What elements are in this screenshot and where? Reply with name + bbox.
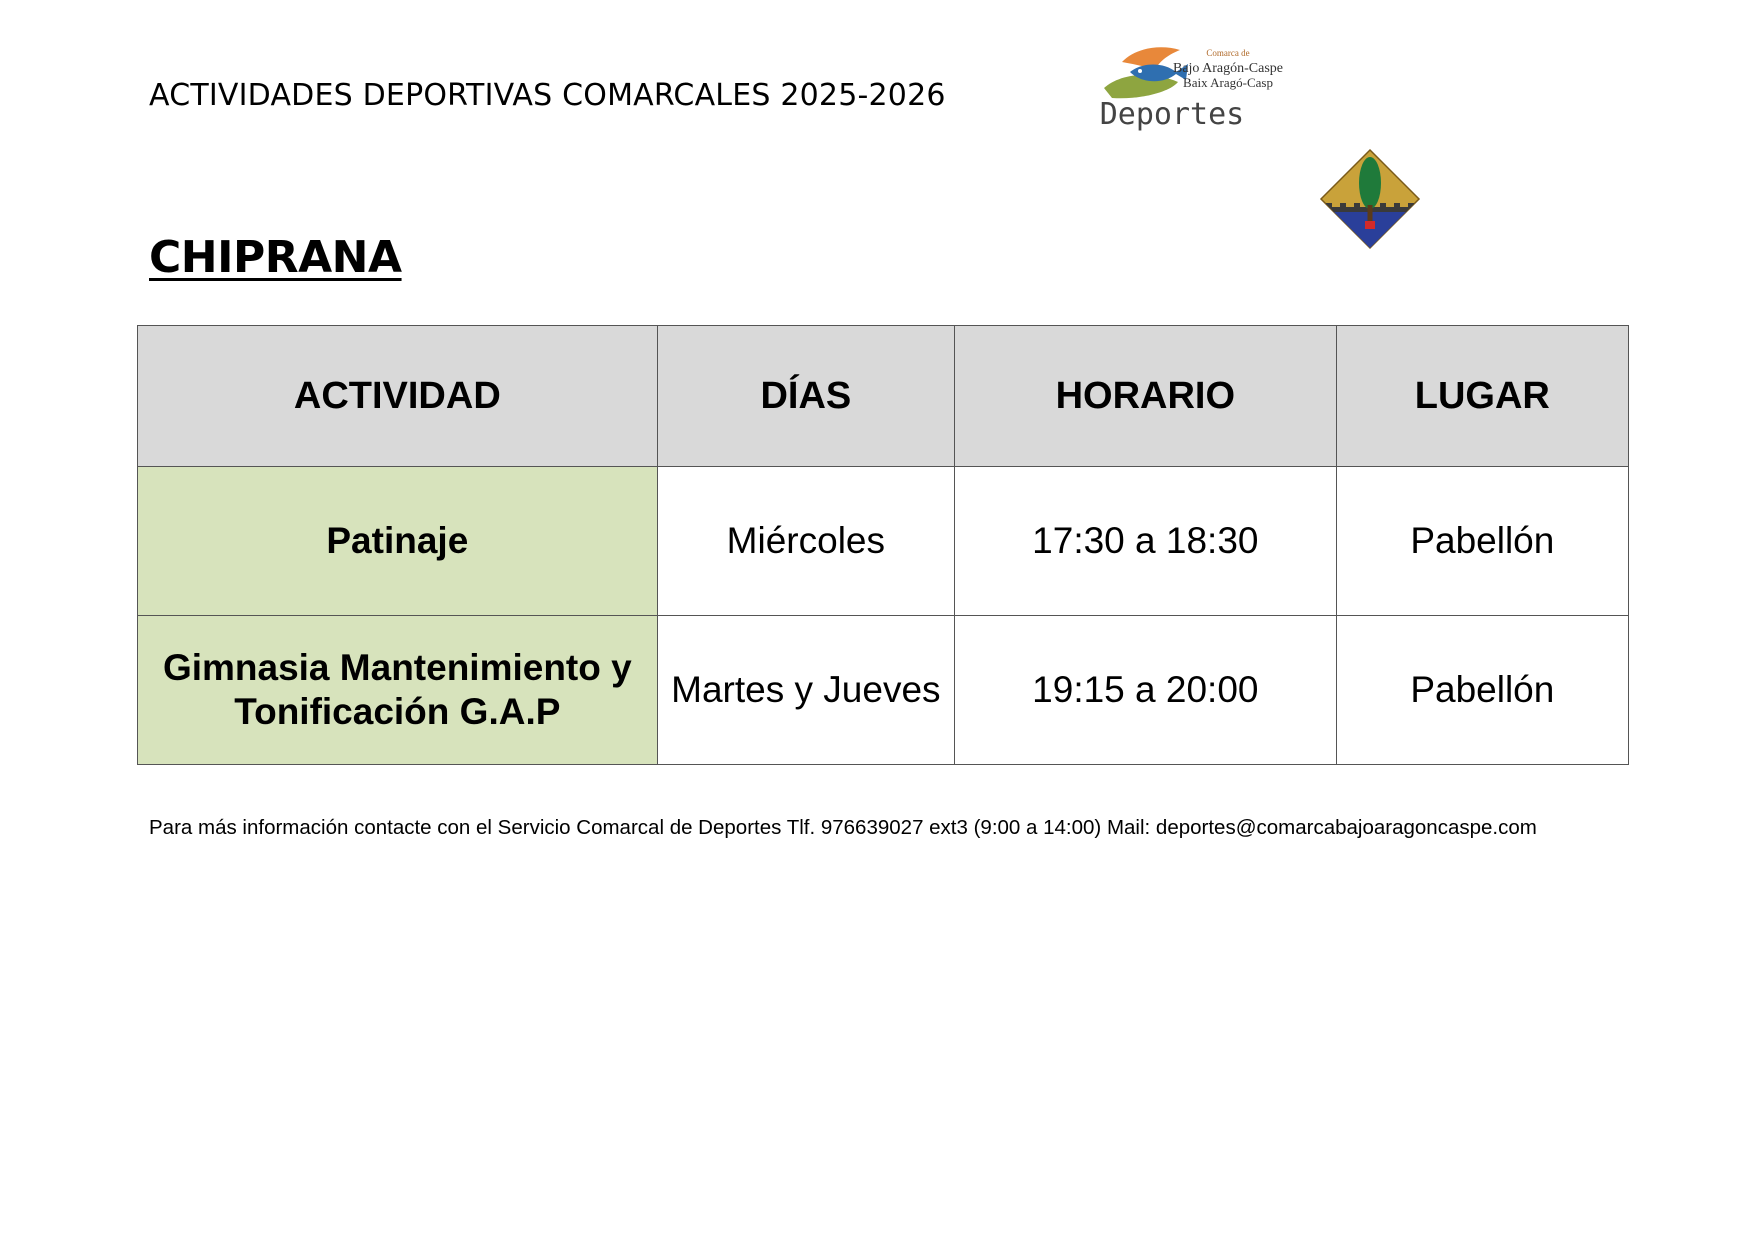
town-title: CHIPRANA bbox=[149, 232, 402, 283]
cell-horario: 17:30 a 18:30 bbox=[955, 467, 1337, 616]
header-actividad: ACTIVIDAD bbox=[138, 326, 658, 467]
cell-dias: Martes y Jueves bbox=[657, 616, 954, 765]
cell-horario: 19:15 a 20:00 bbox=[955, 616, 1337, 765]
cell-lugar: Pabellón bbox=[1336, 467, 1628, 616]
cell-actividad-line2: Tonificación G.A.P bbox=[234, 691, 561, 732]
contact-info: Para más información contacte con el Servicio Comarcal de Deportes Tlf. 976639027 ext3 (9:00 a 14:00) Mail: deportes@comarcabajoaragoncaspe.com bbox=[149, 816, 1537, 839]
svg-text:Deportes: Deportes bbox=[1100, 97, 1245, 132]
table-header-row bbox=[138, 326, 1629, 467]
svg-text:Baix Aragó-Casp: Baix Aragó-Casp bbox=[1183, 75, 1273, 90]
header-horario: HORARIO bbox=[955, 326, 1337, 467]
cell-lugar: Pabellón bbox=[1336, 616, 1628, 765]
document-title: ACTIVIDADES DEPORTIVAS COMARCALES 2025-2026 bbox=[149, 78, 946, 113]
table-row bbox=[138, 616, 1629, 765]
table-row bbox=[138, 467, 1629, 616]
cell-dias: Miércoles bbox=[657, 467, 954, 616]
cell-actividad bbox=[138, 616, 658, 765]
chiprana-coat-of-arms bbox=[1318, 147, 1422, 251]
comarca-deportes-logo bbox=[1100, 40, 1300, 140]
header-dias: DÍAS bbox=[657, 326, 954, 467]
svg-text:Bajo Aragón-Caspe: Bajo Aragón-Caspe bbox=[1172, 61, 1284, 76]
svg-text:Comarca de: Comarca de bbox=[1206, 48, 1250, 58]
cell-actividad: Patinaje bbox=[138, 467, 658, 616]
activities-table bbox=[137, 325, 1629, 765]
cell-actividad-line1: Gimnasia Mantenimiento y bbox=[162, 647, 632, 688]
header-lugar: LUGAR bbox=[1336, 326, 1628, 467]
